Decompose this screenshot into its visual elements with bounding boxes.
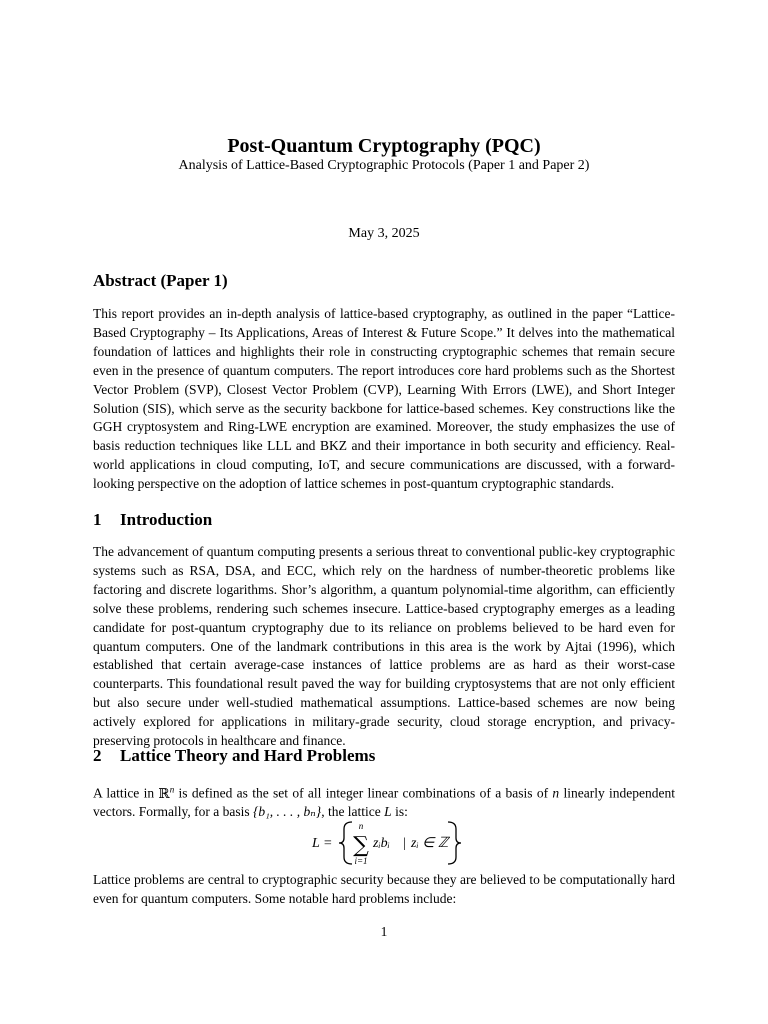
eq-sum-upper: n [358, 821, 364, 831]
section-2-title: Lattice Theory and Hard Problems [120, 746, 376, 765]
eq-sum-sign: ∑ [353, 833, 369, 858]
section-1-heading [93, 510, 212, 530]
lattice-equation [0, 820, 768, 866]
section-2-text-b: Lattice problems are central to cryptographic security because they are believed to be computationally hard even for quantum computers. Some notable hard problems include: [93, 872, 675, 906]
abstract-heading: Abstract (Paper 1) [93, 271, 228, 290]
page-title: Post-Quantum Cryptography (PQC) [227, 135, 541, 157]
math-L: L [384, 804, 392, 820]
eq-sum-lower: i=1 [354, 856, 368, 866]
math-real-n: ℝ$^n$ [158, 784, 175, 801]
math-basis: {b₁, . . . , bₙ} [252, 804, 322, 820]
section-1-title: Introduction [120, 510, 213, 529]
eq-left-brace [339, 822, 352, 864]
page-subtitle: Analysis of Lattice-Based Cryptographic Protocols (Paper 1 and Paper 2) [178, 158, 590, 173]
math-n: n [552, 785, 560, 801]
page-number: 1 [380, 924, 388, 939]
section-1-text: The advancement of quantum computing presents a serious threat to conventional public-key cryptographic systems such as RSA, DSA, and ECC, which rely on the hardness of number-theoretic problems like factoring and discrete logarithms. Shor’s algorithm, a quantum polynomial-time algorithm, can efficiently solve these problems, rendering such schemes insecure. Lattice-based cryptography emerges as a leading candidate for post-quantum cryptography due to its reliance on problems believed to be hard even for quantum computers. One of the landmark contributions in this area is the work by Ajtai (1996), which established that certain average-case instances of lattice problems are as hard as their worst-case counterparts. This foundational result paved the way for building cryptosystems that are not only efficient but also secure under well-studied mathematical assumptions. Lattice-based schemes are now being actively explored for applications in military-grade security, cloud storage encryption, and privacy-preserving protocols in healthcare and finance. [93, 544, 675, 749]
page-date: May 3, 2025 [348, 226, 420, 241]
eq-lhs: L = [312, 836, 333, 851]
eq-condition: zᵢ ∈ ℤ [411, 836, 449, 851]
eq-bar: | [403, 836, 406, 851]
section-2-number: 2 [93, 746, 102, 765]
eq-right-brace [448, 822, 461, 864]
eq-term: zᵢbᵢ [373, 836, 390, 851]
section-2-heading [93, 746, 375, 766]
abstract-text: This report provides an in-depth analysis of lattice-based cryptography, as outlined in the paper “Lattice-Based Cryptography – Its Applications, Areas of Interest & Future Scope.” It delves into the mathematical foundation of lattices and highlights their role in constructing cryptographic schemes that remain secure even in the presence of quantum computers. The report introduces core hard problems such as the Shortest Vector Problem (SVP), Closest Vector Problem (CVP), Learning With Errors (LWE), and Short Integer Solution (SIS), which serve as the security backbone for lattice-based schemes. Key constructions like the GGH cryptosystem and Ring-LWE encryption are examined. Moreover, the study emphasizes the use of basis reduction techniques like LLL and BKZ and their importance in both security and efficiency. Real-world applications in cloud computing, IoT, and secure communications are discussed, with a forward-looking perspective on the adoption of lattice schemes in post-quantum cryptographic standards. [93, 306, 675, 492]
section-2-text-a: A lattice in ℝ$^n$ is defined as the set of all integer linear combinations of a basis of n linearly independent vectors. Formally, for a basis {b₁, . . . , bₙ}, the lattice L is: [93, 784, 675, 820]
section-1-number: 1 [93, 510, 102, 529]
